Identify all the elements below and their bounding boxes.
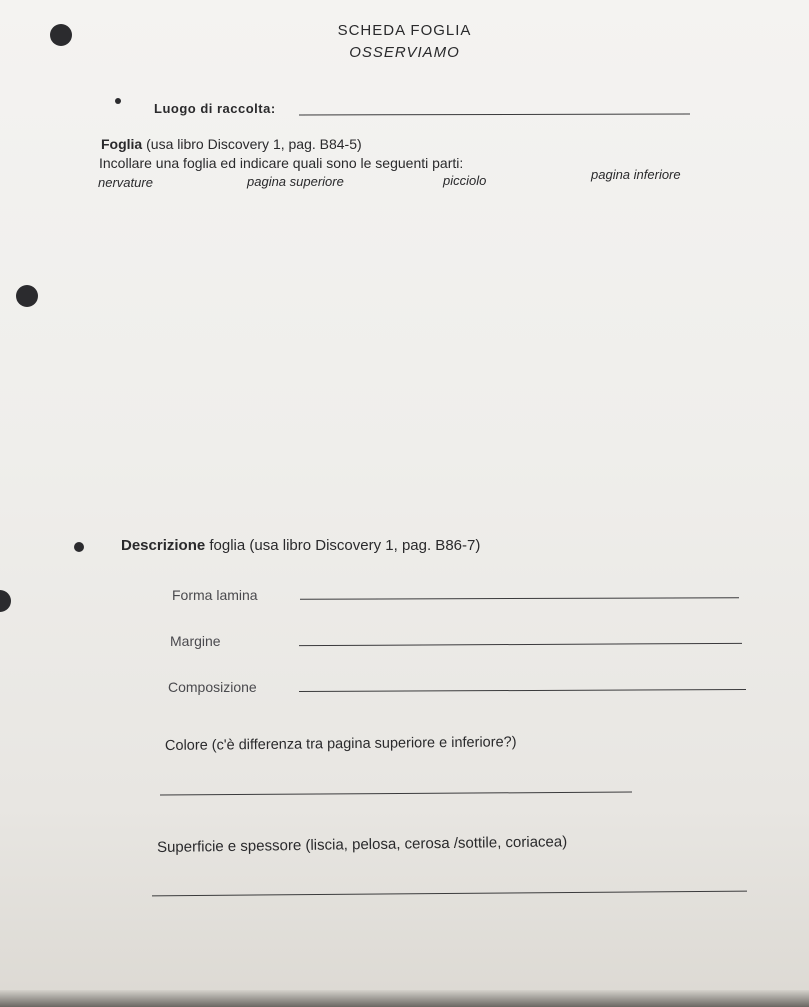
page-shadow [0,990,809,1007]
composizione-label: Composizione [168,679,257,695]
luogo-answer-line[interactable] [299,113,690,115]
forma-lamina-label: Forma lamina [172,587,258,603]
worksheet-subtitle: OSSERVIAMO [349,44,460,61]
margine-label: Margine [170,633,221,649]
part-pagina-superiore: pagina superiore [247,174,344,189]
forma-lamina-answer-line[interactable] [300,597,739,600]
colore-answer-line[interactable] [160,792,632,796]
superficie-question: Superficie e spessore (liscia, pelosa, cerosa /sottile, coriacea) [156,833,568,856]
binder-hole-bottom [0,590,11,612]
margine-answer-line[interactable] [299,643,742,646]
descrizione-heading [121,537,480,554]
foglia-heading [101,136,362,152]
descrizione-heading-bold: Descrizione [121,537,206,554]
colore-question: Colore (c'è differenza tra pagina superiore e inferiore?) [164,734,517,754]
foglia-instruction: Incollare una foglia ed indicare quali sono le seguenti parti: [99,155,464,171]
foglia-heading-rest: (usa libro Discovery 1, pag. B84-5) [142,136,362,152]
part-nervature: nervature [98,175,153,190]
descrizione-heading-rest: foglia (usa libro Discovery 1, pag. B86-7) [205,537,481,554]
luogo-label: Luogo di raccolta: [154,101,276,116]
part-pagina-inferiore: pagina inferiore [591,167,681,182]
worksheet-title: SCHEDA FOGLIA [337,22,472,39]
bullet-marker [115,98,121,104]
foglia-heading-bold: Foglia [101,136,143,152]
part-picciolo: picciolo [443,173,487,188]
binder-hole-middle [16,285,38,307]
superficie-answer-line[interactable] [152,891,747,897]
composizione-answer-line[interactable] [299,689,746,692]
bullet-marker [74,542,84,552]
leaf-paste-area[interactable] [98,200,718,520]
